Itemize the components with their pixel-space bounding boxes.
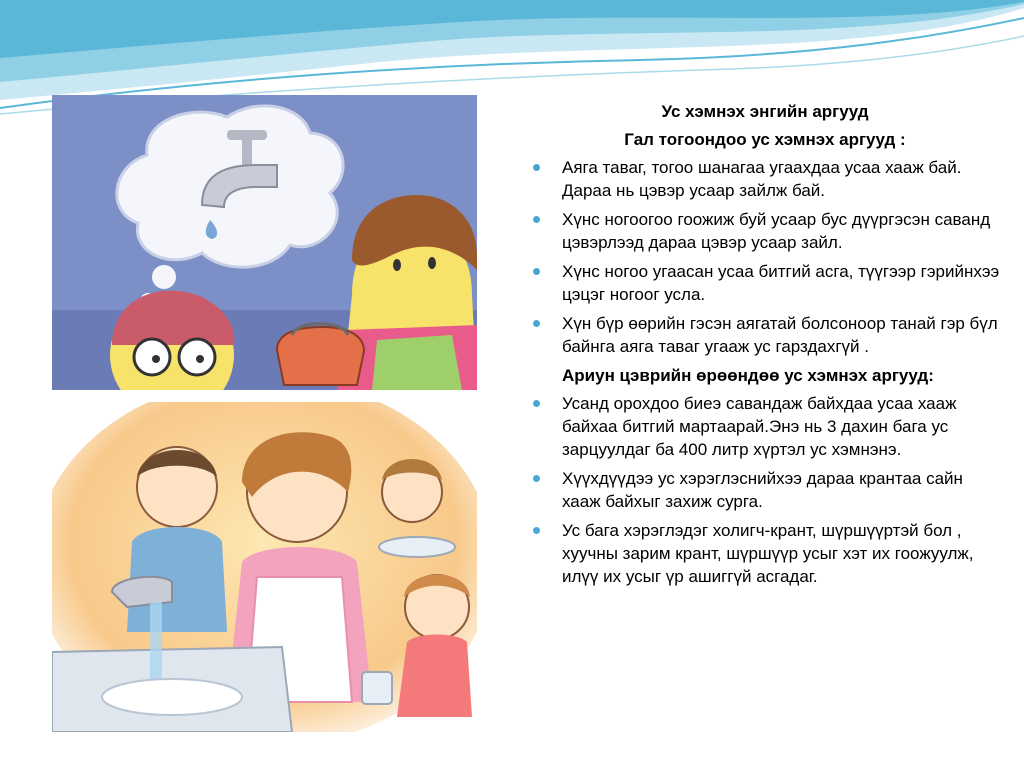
kitchen-list <box>530 156 1000 358</box>
bullet-dot-icon <box>533 320 540 327</box>
bullet-dot-icon <box>533 475 540 482</box>
list-item <box>530 467 1000 513</box>
list-item-text: Хүүхдүүдээ ус хэрэглэснийхээ дараа крантаа сайн хааж байхыг захиж сурга. <box>562 469 963 511</box>
list-item-text: Аяга таваг, тогоо шанагаа угаахдаа усаа хааж бай. Дараа нь цэвэр усаар зайлж бай. <box>562 158 962 200</box>
bullet-dot-icon <box>533 527 540 534</box>
list-item <box>530 392 1000 461</box>
list-item-text: Усанд орохдоо биеэ савандаж байхдаа усаа хааж байхаа битгий мартаарай.Энэ нь 3 дахин бага ус зарцуулдаг ба 400 литр хүртэл ус хэмнэнэ. <box>562 394 957 459</box>
kitchen-faucet-illustration <box>52 95 477 390</box>
list-item-text: Хүнс ногоогоо гоожиж буй усаар бус дүүргэсэн саванд цэвэрлээд дараа цэвэр усаар зайл. <box>562 210 991 252</box>
kitchen-heading: Гал тогоондоо ус хэмнэх аргууд : <box>624 130 906 149</box>
list-item-text: Хүн бүр өөрийн гэсэн аягатай болсоноор танай гэр бүл байнга аяга таваг угааж ус гарздахгүй . <box>562 314 998 356</box>
bathroom-list <box>530 392 1000 588</box>
bullet-dot-icon <box>533 164 540 171</box>
list-item <box>530 312 1000 358</box>
family-washing-dishes-illustration <box>52 402 477 732</box>
list-item <box>530 156 1000 202</box>
list-item <box>530 519 1000 588</box>
bullet-dot-icon <box>533 268 540 275</box>
page-title: Ус хэмнэх энгийн аргууд <box>661 102 869 121</box>
text-panel <box>530 100 1000 594</box>
bullet-dot-icon <box>533 400 540 407</box>
bathroom-heading: Ариун цэврийн өрөөндөө ус хэмнэх аргууд: <box>562 366 934 385</box>
list-item <box>530 208 1000 254</box>
list-item <box>530 260 1000 306</box>
list-item-text: Хүнс ногоо угаасан усаа битгий асга, түүгээр гэрийнхээ цэцэг ногоог усла. <box>562 262 1000 304</box>
bullet-dot-icon <box>533 216 540 223</box>
list-item-text: Ус бага хэрэглэдэг холигч-крант, шүршүүртэй бол , хуучны зарим крант, шүршүүр усыг хэт их гоожуулж, илүү их усыг үр ашиггүй асгадаг. <box>562 521 974 586</box>
